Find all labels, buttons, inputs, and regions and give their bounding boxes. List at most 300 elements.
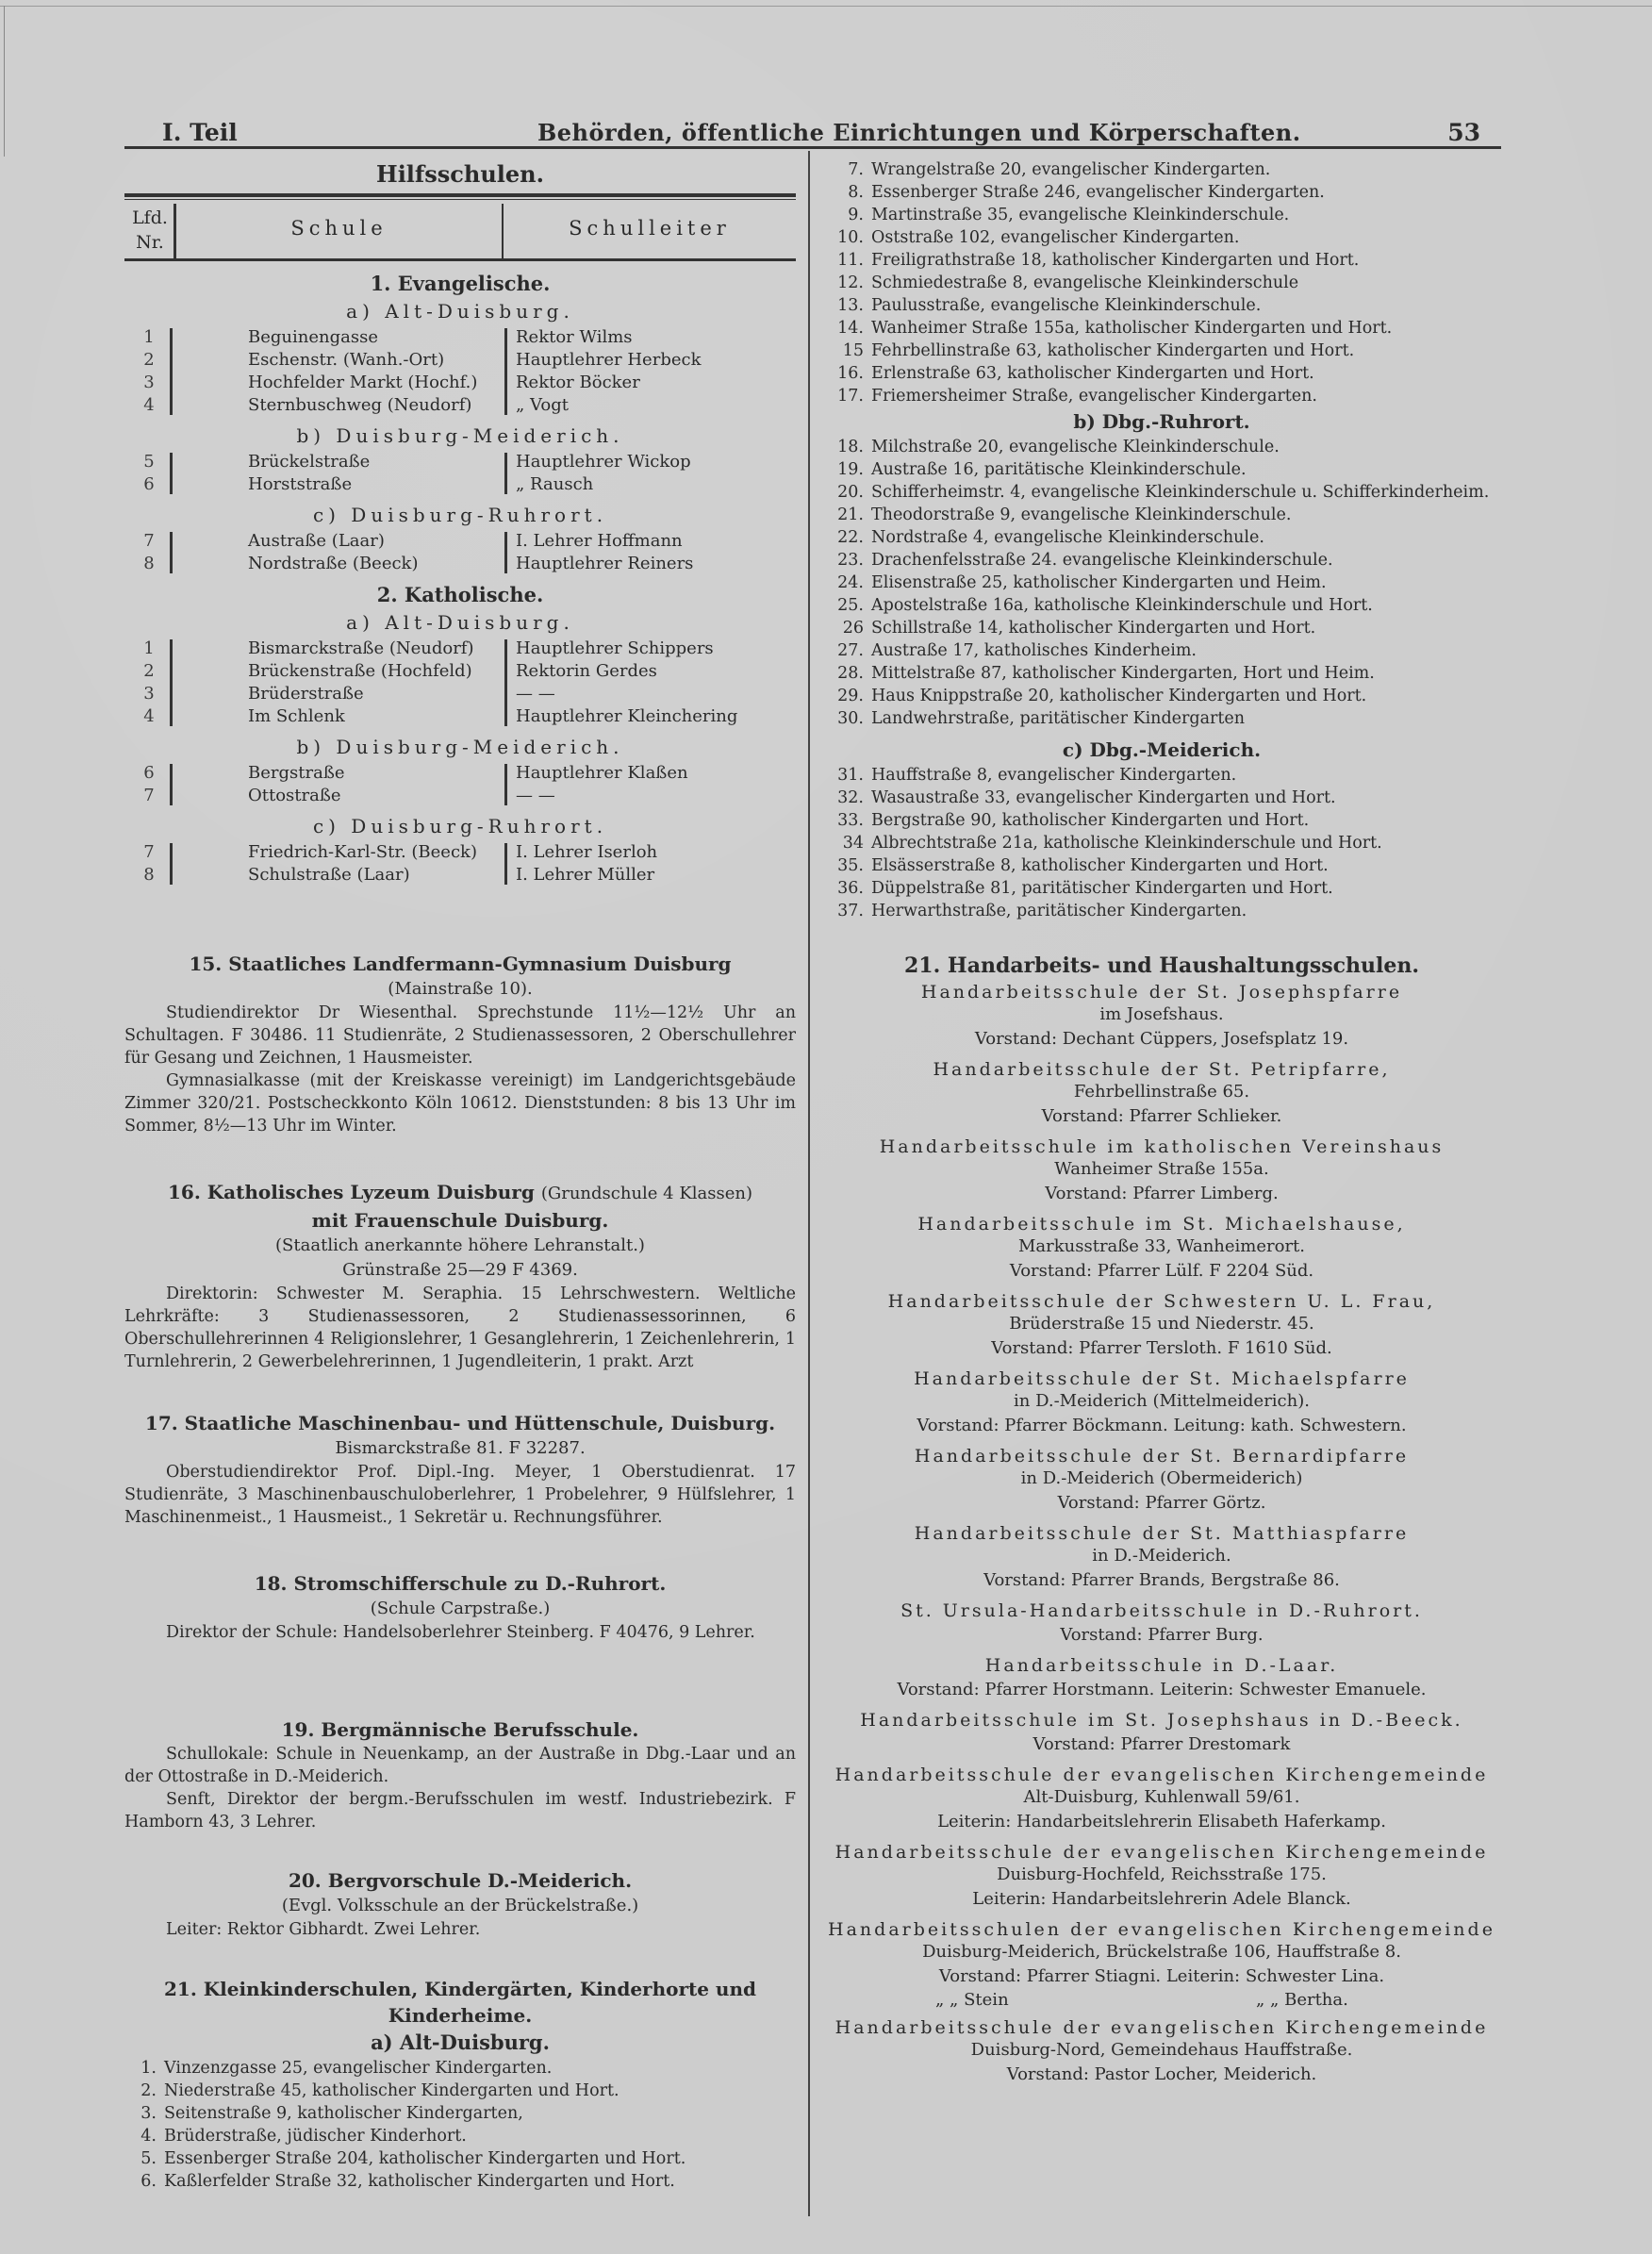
entry-vorstand: Vorstand: Pfarrer Tersloth. F 1610 Süd. — [991, 1338, 1332, 1358]
list-item — [832, 249, 1501, 272]
row-school: Im Schlenk — [248, 706, 345, 726]
entry-address: Duisburg-Nord, Gemeindehaus Hauffstraße. — [970, 2040, 1353, 2060]
item-number: 21. — [837, 505, 864, 524]
section-title-main: 16. Katholisches Lyzeum Duisburg — [167, 1181, 535, 1203]
list-item — [832, 504, 1501, 526]
item-number: 18. — [837, 438, 864, 456]
row-leader: I. Lehrer Hoffmann — [516, 531, 683, 551]
item-text: Bergstraße 90, katholischer Kindergarten und Hort. — [871, 811, 1310, 830]
item-number: 8. — [848, 183, 864, 202]
entry-address: in D.-Meiderich. — [1092, 1546, 1231, 1566]
entry-address: Wanheimer Straße 155a. — [1054, 1159, 1269, 1179]
item-text: Hauffstraße 8, evangelischer Kindergarten. — [871, 766, 1237, 785]
handarbeit-entry — [822, 1367, 1501, 1439]
page-number: 53 — [1447, 119, 1480, 146]
item-number: 25. — [837, 596, 864, 615]
row-leader: „ Rausch — [516, 474, 594, 494]
list-item — [124, 2102, 796, 2125]
table-row — [124, 349, 796, 372]
section-title-line2: mit Frauenschule Duisburg. — [311, 1209, 609, 1232]
item-text: Schillstraße 14, katholischer Kindergarten und Hort. — [871, 619, 1316, 638]
item-text: Elisenstraße 25, katholischer Kindergarten und Heim. — [871, 573, 1327, 592]
entry-name: Handarbeitsschulen der evangelischen Kirchengemeinde — [828, 1919, 1495, 1940]
row-number: 7 — [143, 842, 155, 862]
table-row — [124, 473, 796, 496]
row-number: 4 — [143, 395, 155, 415]
row-number: 7 — [143, 786, 155, 805]
handarbeit-entry — [822, 1445, 1501, 1516]
row-number: 7 — [143, 531, 155, 551]
item-number: 22. — [837, 528, 864, 547]
subgroup-title: a) Alt-Duisburg. — [346, 300, 574, 323]
item-text: Landwehrstraße, paritätischer Kindergarten — [871, 709, 1246, 728]
handarbeit-entry — [822, 1841, 1501, 1913]
row-number: 6 — [143, 763, 155, 783]
item-text: Drachenfelsstraße 24. evangelische Kleinkinderschule. — [871, 551, 1333, 570]
entry-vorstand: Vorstand: Pfarrer Brands, Bergstraße 86. — [983, 1570, 1340, 1590]
item-number: 15 — [842, 341, 864, 360]
handarbeit-entry — [822, 981, 1501, 1052]
entry-vorstand: Leiterin: Handarbeitslehrerin Elisabeth Haferkamp. — [937, 1812, 1386, 1831]
entry-address: Brüderstraße 15 und Niederstr. 45. — [1009, 1314, 1314, 1334]
entry-name: Handarbeitsschule der Schwestern U. L. Frau, — [887, 1291, 1436, 1312]
row-leader: Rektorin Gerdes — [516, 661, 657, 681]
item-text: Seitenstraße 9, katholischer Kindergarten, — [164, 2104, 523, 2123]
section-subtitle: (Mainstraße 10). — [388, 979, 533, 999]
item-text: Essenberger Straße 246, evangelischer Kindergarten. — [871, 183, 1325, 202]
entry-address: in D.-Meiderich (Mittelmeiderich). — [1014, 1391, 1310, 1411]
section-title: 21. Kleinkinderschulen, Kindergärten, Kinderhorte und — [163, 1978, 756, 2000]
ditto-left: „ „ Stein — [935, 1990, 1009, 2010]
item-number: 30. — [837, 709, 864, 728]
section-paragraph: Leiter: Rektor Gibhardt. Zwei Lehrer. — [166, 1920, 481, 1939]
entry-address: in D.-Meiderich (Obermeiderich) — [1020, 1468, 1303, 1488]
list-item — [832, 877, 1501, 900]
item-text: Erlenstraße 63, katholischer Kindergarten und Hort. — [871, 364, 1314, 383]
item-text: Schmiedestraße 8, evangelische Kleinkinderschule — [871, 273, 1299, 292]
entry-vorstand: Vorstand: Pfarrer Böckmann. Leitung: kath. Schwestern. — [917, 1416, 1407, 1435]
section-title: 18. Stromschifferschule zu D.-Ruhrort. — [254, 1572, 667, 1595]
table-row — [124, 660, 796, 683]
item-text: Schifferheimstr. 4, evangelische Kleinkinderschule u. Schifferkinderheim. — [871, 483, 1490, 502]
row-school: Austraße (Laar) — [248, 531, 385, 551]
table-row — [124, 864, 796, 887]
group-title: 1. Evangelische. — [370, 272, 551, 295]
item-number: 19. — [837, 460, 864, 479]
entry-vorstand: Vorstand: Pfarrer Stiagni. Leiterin: Schwester Lina. — [938, 1966, 1385, 1986]
list-item — [832, 549, 1501, 572]
list-item — [832, 572, 1501, 594]
entry-name: Handarbeitsschule im St. Michaelshause, — [917, 1214, 1406, 1235]
entry-vorstand: Vorstand: Pfarrer Görtz. — [1057, 1493, 1266, 1513]
list-item — [832, 526, 1501, 549]
section-paragraph: Oberstudiendirektor Prof. Dipl.-Ing. Meyer, 1 Oberstudienrat. 17 Studienräte, 3 Maschinenbauschuloberlehrer, 1 Probelehrer, 9 Hülfslehrer, 1 Maschinenmeist., 1 Hausmeist., 1 Sekretär u. Rechnungsführer. — [124, 1463, 796, 1527]
entry-vorstand: Leiterin: Handarbeitslehrerin Adele Blanck. — [972, 1889, 1351, 1909]
row-leader: Hauptlehrer Herbeck — [516, 350, 702, 370]
item-text: Herwarthstraße, paritätischer Kindergarten. — [871, 902, 1247, 920]
table-row — [124, 638, 796, 660]
item-text: Mittelstraße 87, katholischer Kindergarten, Hort und Heim. — [871, 664, 1375, 683]
table-block — [124, 638, 796, 728]
table-row — [124, 394, 796, 417]
item-number: 34 — [842, 834, 864, 853]
list-item — [832, 226, 1501, 249]
entry-name: Handarbeitsschule im St. Josephshaus in D.-Beeck. — [860, 1710, 1463, 1731]
item-number: 24. — [837, 573, 864, 592]
subgroup-title: b) Duisburg-Meiderich. — [296, 424, 624, 447]
list-item — [832, 317, 1501, 340]
section-title-extra: (Grundschule 4 Klassen) — [540, 1184, 753, 1203]
section-20 — [124, 1867, 796, 1941]
row-leader: Rektor Böcker — [516, 373, 640, 392]
section-paragraph: Direktorin: Schwester M. Seraphia. 15 Lehrschwestern. Weltliche Lehrkräfte: 3 Studienassessoren, 2 Studienassessorinnen, 6 Oberschullehrerinnen 4 Religionslehrer, 1 Gesanglehrerin, 1 Zeichenlehrerin, 1 Turnlehrerin, 2 Gewerbelehrerinnen, 1 Jugendleiterin, 1 prakt. Arzt — [124, 1284, 796, 1371]
list-item — [832, 294, 1501, 317]
item-number: 12. — [837, 273, 864, 292]
item-text: Kaßlerfelder Straße 32, katholischer Kindergarten und Hort. — [164, 2172, 675, 2191]
section-subtitle: (Staatlich anerkannte höhere Lehranstalt.) — [275, 1235, 645, 1255]
list-item — [124, 2080, 796, 2102]
subgroup-title: c) Duisburg-Ruhrort. — [312, 504, 608, 526]
row-leader: — — — [516, 684, 555, 704]
handarbeit-entry — [822, 1599, 1501, 1649]
list-item — [832, 362, 1501, 385]
list-item — [124, 2147, 796, 2170]
row-school: Brückenstraße (Hochfeld) — [248, 661, 472, 681]
column-header-schule: Schule — [290, 217, 388, 240]
row-leader: Hauptlehrer Kleinchering — [516, 706, 738, 726]
entry-name: Handarbeitsschule der St. Bernardipfarre — [914, 1446, 1410, 1467]
entry-name: Handarbeitsschule der evangelischen Kirchengemeinde — [834, 1842, 1489, 1863]
item-number: 17. — [837, 387, 864, 406]
item-text: Freiligrathstraße 18, katholischer Kindergarten und Hort. — [871, 251, 1360, 270]
table-row — [124, 841, 796, 864]
row-number: 1 — [143, 638, 155, 658]
item-text: Brüderstraße, jüdischer Kinderhort. — [164, 2127, 467, 2146]
table-row — [124, 705, 796, 728]
subgroup-title: a) Alt-Duisburg. — [346, 611, 574, 634]
row-number: 2 — [143, 661, 155, 681]
handarbeit-entry — [822, 1522, 1501, 1594]
kinder-group-title: c) Dbg.-Meiderich. — [1062, 738, 1262, 761]
item-text: Fehrbellinstraße 63, katholischer Kindergarten und Hort. — [871, 341, 1355, 360]
item-number: 7. — [848, 160, 864, 179]
entry-address: Duisburg-Meiderich, Brückelstraße 106, Hauffstraße 8. — [922, 1942, 1401, 1962]
table-row — [124, 762, 796, 785]
header-title: Behörden, öffentliche Einrichtungen und Körperschaften. — [537, 119, 1301, 146]
row-school: Beguinengasse — [248, 327, 378, 347]
item-number: 36. — [837, 879, 864, 898]
section-paragraph: Studiendirektor Dr Wiesenthal. Sprechstunde 11½—12½ Uhr an Schultagen. F 30486. 11 Studienräte, 2 Studienassessoren, 2 Oberschullehrer für Gesang und Zeichnen, 1 Hausmeister. — [124, 1003, 796, 1068]
item-number: 32. — [837, 788, 864, 807]
item-number: 35. — [837, 856, 864, 875]
entry-name: Handarbeitsschule der St. Petripfarre, — [933, 1059, 1391, 1080]
section-title: 17. Staatliche Maschinenbau- und Hüttenschule, Duisburg. — [144, 1412, 776, 1434]
entry-address: im Josefshaus. — [1099, 1004, 1224, 1024]
row-school: Nordstraße (Beeck) — [248, 554, 419, 573]
table-row — [124, 785, 796, 807]
row-leader: I. Lehrer Iserloh — [516, 842, 658, 862]
handarbeit-entry — [822, 2016, 1501, 2088]
section-title: 19. Bergmännische Berufsschule. — [281, 1718, 639, 1741]
row-school: Hochfelder Markt (Hochf.) — [248, 373, 478, 392]
list-item — [832, 832, 1501, 854]
row-number: 8 — [143, 865, 155, 885]
kinder-group-title: a) Alt-Duisburg. — [371, 2030, 550, 2054]
handarbeit-entry — [822, 1709, 1501, 1758]
column-divider — [808, 151, 810, 2216]
part-label: I. Teil — [162, 119, 238, 146]
row-number: 3 — [143, 373, 155, 392]
entry-name: Handarbeitsschule der St. Matthiaspfarre — [914, 1523, 1410, 1544]
item-number: 4. — [140, 2127, 157, 2146]
item-text: Austraße 17, katholisches Kinderheim. — [871, 641, 1197, 660]
row-school: Bismarckstraße (Neudorf) — [248, 638, 474, 658]
item-number: 20. — [837, 483, 864, 502]
item-number: 5. — [140, 2149, 157, 2168]
item-number: 31. — [837, 766, 864, 785]
entry-name: Handarbeitsschule der St. Josephspfarre — [920, 982, 1403, 1003]
row-leader: I. Lehrer Müller — [516, 865, 655, 885]
list-item — [832, 272, 1501, 294]
ditto-right: „ „ Bertha. — [1256, 1990, 1348, 2010]
list-item — [832, 436, 1501, 458]
handarbeit-entry — [822, 1213, 1501, 1284]
table-block — [124, 451, 796, 496]
row-number: 8 — [143, 554, 155, 573]
table-block — [124, 530, 796, 575]
list-item — [832, 340, 1501, 362]
item-number: 9. — [848, 206, 864, 224]
page-edge-mark — [4, 6, 5, 157]
kinder-list — [124, 2057, 796, 2193]
row-leader: Hauptlehrer Schippers — [516, 638, 714, 658]
header-rule — [124, 146, 1501, 149]
item-text: Albrechtstraße 21a, katholische Kleinkinderschule und Hort. — [871, 834, 1382, 853]
list-item — [832, 181, 1501, 204]
item-text: Martinstraße 35, evangelische Kleinkinderschule. — [871, 206, 1290, 224]
entry-name: St. Ursula-Handarbeitsschule in D.-Ruhrort. — [900, 1600, 1423, 1621]
table-row — [124, 326, 796, 349]
section-address: Grünstraße 25—29 F 4369. — [342, 1260, 578, 1280]
section-19 — [124, 1716, 796, 1833]
subgroup-title: b) Duisburg-Meiderich. — [296, 736, 624, 758]
table-header — [124, 200, 796, 258]
row-leader: Hauptlehrer Wickop — [516, 452, 691, 472]
row-school: Eschenstr. (Wanh.-Ort) — [248, 350, 445, 370]
row-leader: Hauptlehrer Klaßen — [516, 763, 688, 783]
entry-vorstand: Vorstand: Pfarrer Lülf. F 2204 Süd. — [1009, 1261, 1314, 1281]
item-number: 37. — [837, 902, 864, 920]
list-item — [124, 2057, 796, 2080]
list-item — [832, 639, 1501, 662]
column-header-leiter: Schulleiter — [569, 217, 731, 240]
item-text: Wanheimer Straße 155a, katholischer Kindergarten und Hort. — [871, 319, 1393, 338]
row-school: Ottostraße — [248, 786, 341, 805]
list-item — [832, 204, 1501, 226]
list-item — [832, 900, 1501, 922]
item-number: 33. — [837, 811, 864, 830]
list-item — [832, 764, 1501, 787]
handarbeit-entry — [822, 1135, 1501, 1207]
item-text: Wasaustraße 33, evangelischer Kindergarten und Hort. — [871, 788, 1336, 807]
item-number: 3. — [140, 2104, 157, 2123]
list-item — [832, 809, 1501, 832]
section-title: 15. Staatliches Landfermann-Gymnasium Duisburg — [189, 953, 732, 975]
entry-address: Markusstraße 33, Wanheimerort. — [1017, 1236, 1306, 1256]
kinder-list — [832, 158, 1501, 407]
entry-name: Handarbeitsschule in D.-Laar. — [984, 1655, 1339, 1676]
subgroup-title: c) Duisburg-Ruhrort. — [312, 815, 608, 837]
kinder-list — [832, 436, 1501, 730]
item-text: Haus Knippstraße 20, katholischer Kindergarten und Hort. — [871, 687, 1367, 705]
section-title-line2: Kinderheime. — [388, 2004, 533, 2027]
table-rule — [124, 258, 796, 261]
kinder-group-title: b) Dbg.-Ruhrort. — [1073, 410, 1250, 433]
table-row — [124, 683, 796, 705]
table-row — [124, 372, 796, 394]
entry-address: Alt-Duisburg, Kuhlenwall 59/61. — [1023, 1787, 1300, 1807]
entry-vorstand: Vorstand: Pfarrer Schlieker. — [1041, 1106, 1282, 1126]
section-title: 20. Bergvorschule D.-Meiderich. — [288, 1869, 633, 1892]
section-paragraph: Gymnasialkasse (mit der Kreiskasse vereinigt) im Landgerichtsgebäude Zimmer 320/21. Postscheckkonto Köln 10612. Dienststunden: 8 bis 13 Uhr im Sommer, 8½—13 Uhr im Winter. — [124, 1071, 796, 1135]
entry-address: Duisburg-Hochfeld, Reichsstraße 175. — [997, 1865, 1327, 1884]
table-block — [124, 762, 796, 807]
list-item — [832, 854, 1501, 877]
row-school: Horststraße — [248, 474, 353, 494]
entry-address: Fehrbellinstraße 65. — [1073, 1082, 1250, 1102]
item-number: 13. — [837, 296, 864, 315]
item-number: 14. — [837, 319, 864, 338]
item-number: 26 — [842, 619, 864, 638]
running-header — [151, 119, 1488, 147]
row-number: 6 — [143, 474, 155, 494]
row-school: Sternbuschweg (Neudorf) — [248, 395, 472, 415]
row-school: Bergstraße — [248, 763, 345, 783]
item-text: Vinzenzgasse 25, evangelischer Kindergarten. — [164, 2059, 553, 2078]
handarbeit-title: 21. Handarbeits- und Haushaltungsschulen. — [903, 953, 1420, 978]
section-16 — [124, 1179, 796, 1373]
entry-vorstand: Vorstand: Pfarrer Drestomark — [1032, 1734, 1291, 1754]
item-number: 28. — [837, 664, 864, 683]
section-title — [124, 1179, 796, 1207]
list-item — [832, 594, 1501, 617]
section-subtitle: (Schule Carpstraße.) — [370, 1599, 551, 1618]
list-item — [832, 707, 1501, 730]
table-block — [124, 326, 796, 417]
handarbeit-entry — [822, 1058, 1501, 1130]
list-item — [832, 787, 1501, 809]
row-school: Schulstraße (Laar) — [248, 865, 410, 885]
list-item — [832, 158, 1501, 181]
section-address: Bismarckstraße 81. F 32287. — [335, 1438, 586, 1458]
row-school: Brückelstraße — [248, 452, 371, 472]
item-text: Elsässerstraße 8, katholischer Kindergarten und Hort. — [871, 856, 1329, 875]
list-item — [832, 662, 1501, 685]
handarbeit-entry — [822, 1654, 1501, 1703]
item-number: 1. — [140, 2059, 157, 2078]
section-paragraph: Schullokale: Schule in Neuenkamp, an der Austraße in Dbg.-Laar und an der Ottostraße in D.-Meiderich. — [124, 1745, 796, 1786]
column-header-nr: Lfd. Nr. — [132, 207, 168, 253]
item-text: Apostelstraße 16a, katholische Kleinkinderschule und Hort. — [871, 596, 1373, 615]
table-rule — [124, 193, 796, 197]
kinder-list — [832, 764, 1501, 922]
row-leader: Rektor Wilms — [516, 327, 633, 347]
row-leader: — — — [516, 786, 555, 805]
handarbeit-list — [822, 981, 1501, 2088]
item-number: 29. — [837, 687, 864, 705]
hilfsschulen-title: Hilfsschulen. — [376, 160, 544, 188]
item-number: 6. — [140, 2172, 157, 2191]
item-text: Paulusstraße, evangelische Kleinkinderschule. — [871, 296, 1262, 315]
list-item — [832, 385, 1501, 407]
entry-name: Handarbeitsschule der evangelischen Kirchengemeinde — [834, 2017, 1489, 2038]
entry-name: Handarbeitsschule im katholischen Vereinshaus — [879, 1136, 1445, 1157]
hilfsschulen-table-body — [124, 264, 796, 892]
page-edge-line — [0, 6, 1652, 7]
item-text: Theodorstraße 9, evangelische Kleinkinderschule. — [871, 505, 1292, 524]
entry-vorstand: Vorstand: Dechant Cüppers, Josefsplatz 19. — [974, 1029, 1349, 1049]
handarbeit-entry — [822, 1918, 1501, 2011]
list-item — [124, 2125, 796, 2147]
item-number: 23. — [837, 551, 864, 570]
entry-name: Handarbeitsschule der St. Michaelspfarre — [914, 1368, 1410, 1389]
handarbeit-entry — [822, 1290, 1501, 1362]
item-text: Austraße 16, paritätische Kleinkinderschule. — [871, 460, 1247, 479]
item-number: 11. — [837, 251, 864, 270]
list-item — [832, 458, 1501, 481]
right-column — [822, 151, 1501, 2094]
section-paragraph: Senft, Direktor der bergm.-Berufsschulen im westf. Industriebezirk. F Hamborn 43, 3 Lehrer. — [124, 1790, 796, 1831]
row-number: 5 — [143, 452, 155, 472]
group-title: 2. Katholische. — [376, 583, 544, 606]
item-number: 2. — [140, 2081, 157, 2100]
item-text: Wrangelstraße 20, evangelischer Kindergarten. — [871, 160, 1271, 179]
section-21-kinder — [124, 1976, 796, 2193]
section-subtitle: (Evgl. Volksschule an der Brückelstraße.) — [281, 1896, 639, 1915]
entry-vorstand: Vorstand: Pfarrer Burg. — [1060, 1625, 1264, 1645]
item-text: Friemersheimer Straße, evangelischer Kindergarten. — [871, 387, 1317, 406]
row-leader: Hauptlehrer Reiners — [516, 554, 694, 573]
table-row — [124, 530, 796, 553]
entry-name: Handarbeitsschule der evangelischen Kirchengemeinde — [834, 1765, 1489, 1785]
row-school: Brüderstraße — [248, 684, 364, 704]
table-row — [124, 451, 796, 473]
entry-vorstand: Vorstand: Pastor Locher, Meiderich. — [1006, 2064, 1317, 2084]
list-item — [832, 617, 1501, 639]
entry-vorstand: Vorstand: Pfarrer Horstmann. Leiterin: Schwester Emanuele. — [897, 1680, 1427, 1699]
list-item — [832, 481, 1501, 504]
item-text: Niederstraße 45, katholischer Kindergarten und Hort. — [164, 2081, 620, 2100]
row-leader: „ Vogt — [516, 395, 569, 415]
item-text: Düppelstraße 81, paritätischer Kindergarten und Hort. — [871, 879, 1333, 898]
item-number: 10. — [837, 228, 864, 247]
section-paragraph: Direktor der Schule: Handelsoberlehrer Steinberg. F 40476, 9 Lehrer. — [166, 1623, 755, 1642]
item-text: Nordstraße 4, evangelische Kleinkinderschule. — [871, 528, 1264, 547]
item-number: 16. — [837, 364, 864, 383]
entry-ditto — [822, 1990, 1501, 2011]
row-number: 3 — [143, 684, 155, 704]
section-17 — [124, 1410, 796, 1529]
row-school: Friedrich-Karl-Str. (Beeck) — [248, 842, 477, 862]
entry-vorstand: Vorstand: Pfarrer Limberg. — [1045, 1184, 1279, 1203]
handarbeit-entry — [822, 1764, 1501, 1835]
item-number: 27. — [837, 641, 864, 660]
row-number: 1 — [143, 327, 155, 347]
row-number: 4 — [143, 706, 155, 726]
row-number: 2 — [143, 350, 155, 370]
item-text: Oststraße 102, evangelischer Kindergarten. — [871, 228, 1240, 247]
item-text: Milchstraße 20, evangelische Kleinkinderschule. — [871, 438, 1280, 456]
